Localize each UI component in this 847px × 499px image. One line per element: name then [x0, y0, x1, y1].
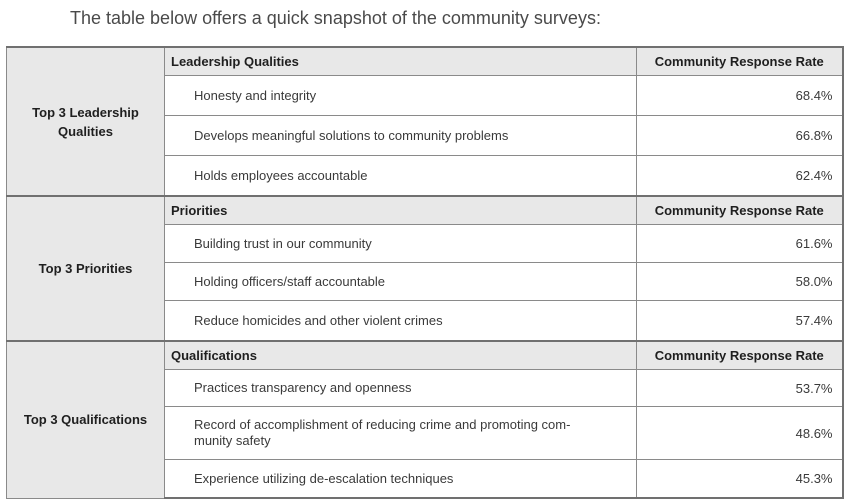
row-label: Reduce homicides and other violent crimes [165, 301, 637, 342]
group-label-leadership: Top 3 Leadership Qualities [7, 47, 165, 196]
row-rate: 62.4% [637, 156, 843, 197]
group-label-priorities: Top 3 Priorities [7, 196, 165, 341]
row-label: Record of accomplishment of reducing crime and promoting com- munity safety [165, 407, 637, 460]
row-rate: 57.4% [637, 301, 843, 342]
row-rate: 58.0% [637, 263, 843, 301]
header-qualifications: Qualifications [165, 341, 637, 370]
row-rate: 68.4% [637, 76, 843, 116]
row-label: Practices transparency and openness [165, 370, 637, 407]
row-label: Building trust in our community [165, 225, 637, 263]
group-label-qualifications: Top 3 Qualifications [7, 341, 165, 498]
row-label: Holding officers/staff accountable [165, 263, 637, 301]
row-label: Holds employees accountable [165, 156, 637, 197]
row-label: Develops meaningful solutions to community problems [165, 116, 637, 156]
header-priorities: Priorities [165, 196, 637, 225]
row-rate: 48.6% [637, 407, 843, 460]
survey-table [6, 46, 844, 499]
header-response-rate: Community Response Rate [637, 196, 843, 225]
intro-text: The table below offers a quick snapshot of the community surveys: [70, 8, 601, 28]
row-label: Experience utilizing de-escalation techniques [165, 460, 637, 499]
row-rate: 61.6% [637, 225, 843, 263]
header-response-rate: Community Response Rate [637, 341, 843, 370]
row-rate: 66.8% [637, 116, 843, 156]
header-leadership-qualities: Leadership Qualities [165, 47, 637, 76]
row-rate: 45.3% [637, 460, 843, 499]
row-label: Honesty and integrity [165, 76, 637, 116]
row-rate: 53.7% [637, 370, 843, 407]
header-response-rate: Community Response Rate [637, 47, 843, 76]
